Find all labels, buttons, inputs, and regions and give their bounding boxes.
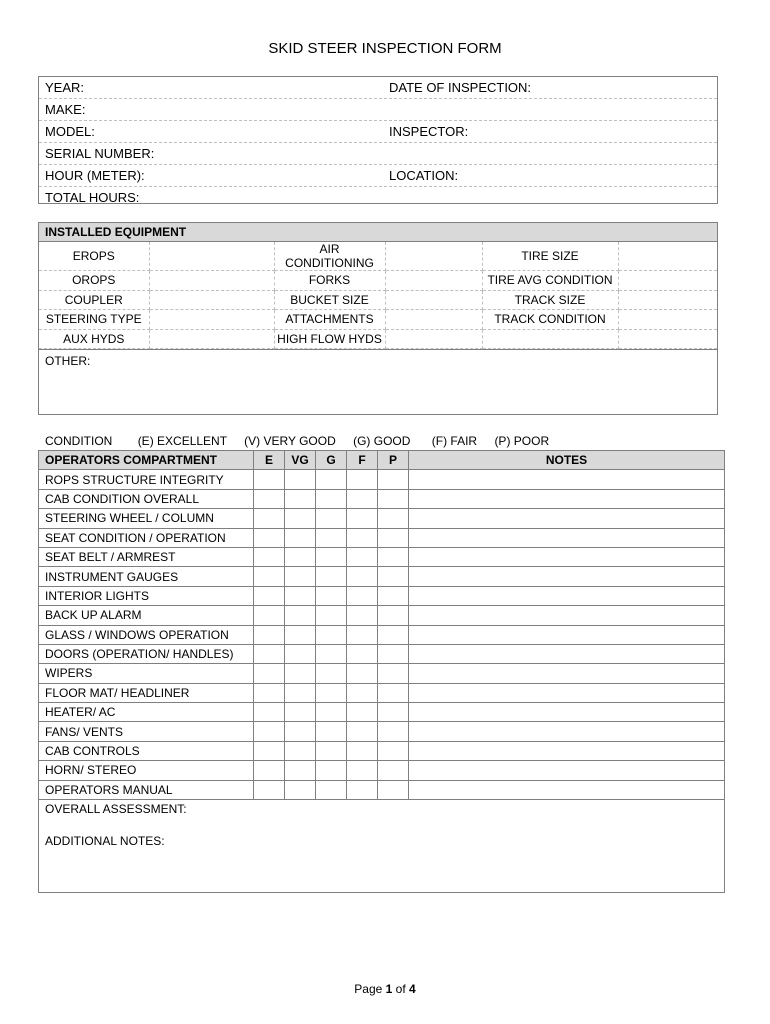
rating-cell-excellent[interactable] bbox=[254, 606, 285, 625]
rating-cell-fair[interactable] bbox=[347, 567, 378, 586]
table-row bbox=[39, 586, 725, 605]
rating-cell-excellent[interactable] bbox=[254, 761, 285, 780]
table-row bbox=[39, 606, 725, 625]
rating-cell-poor[interactable] bbox=[378, 547, 409, 566]
inspection-item-label: FANS/ VENTS bbox=[39, 722, 254, 741]
equipment-label: TIRE SIZE bbox=[482, 242, 618, 271]
rating-cell-very-good[interactable] bbox=[285, 683, 316, 702]
overall-assessment-label: OVERALL ASSESSMENT: bbox=[45, 802, 187, 817]
date-of-inspection-label: DATE OF INSPECTION: bbox=[389, 80, 532, 95]
equipment-value-field[interactable] bbox=[149, 271, 274, 291]
equipment-table bbox=[39, 242, 717, 349]
notes-cell[interactable] bbox=[409, 664, 725, 683]
rating-cell-poor[interactable] bbox=[378, 606, 409, 625]
inspection-item-label: DOORS (OPERATION/ HANDLES) bbox=[39, 644, 254, 663]
notes-cell[interactable] bbox=[409, 547, 725, 566]
inspection-item-label: CAB CONDITION OVERALL bbox=[39, 489, 254, 508]
equipment-label: AUX HYDS bbox=[39, 329, 149, 349]
rating-cell-fair[interactable] bbox=[347, 606, 378, 625]
inspection-item-label: ROPS STRUCTURE INTEGRITY bbox=[39, 470, 254, 489]
rating-cell-very-good[interactable] bbox=[285, 761, 316, 780]
rating-cell-poor[interactable] bbox=[378, 586, 409, 605]
info-row bbox=[39, 187, 717, 208]
equipment-value-field[interactable] bbox=[385, 310, 482, 330]
equipment-label: ATTACHMENTS bbox=[274, 310, 385, 330]
rating-cell-very-good[interactable] bbox=[285, 664, 316, 683]
notes-cell[interactable] bbox=[409, 567, 725, 586]
rating-cell-fair[interactable] bbox=[347, 644, 378, 663]
equipment-value-field[interactable] bbox=[618, 271, 717, 291]
vehicle-info-box bbox=[38, 76, 718, 204]
info-row bbox=[39, 99, 717, 121]
rating-cell-excellent[interactable] bbox=[254, 567, 285, 586]
rating-cell-poor[interactable] bbox=[378, 664, 409, 683]
inspection-item-label: HORN/ STEREO bbox=[39, 761, 254, 780]
notes-cell[interactable] bbox=[409, 741, 725, 760]
rating-cell-excellent[interactable] bbox=[254, 722, 285, 741]
rating-cell-poor[interactable] bbox=[378, 625, 409, 644]
equipment-value-field[interactable] bbox=[385, 290, 482, 310]
other-label: OTHER: bbox=[39, 349, 717, 372]
rating-cell-fair[interactable] bbox=[347, 683, 378, 702]
notes-cell[interactable] bbox=[409, 761, 725, 780]
equipment-label: STEERING TYPE bbox=[39, 310, 149, 330]
rating-cell-fair[interactable] bbox=[347, 780, 378, 799]
rating-cell-excellent[interactable] bbox=[254, 586, 285, 605]
notes-cell[interactable] bbox=[409, 683, 725, 702]
equipment-value-field[interactable] bbox=[385, 242, 482, 271]
rating-cell-excellent[interactable] bbox=[254, 509, 285, 528]
condition-legend bbox=[45, 434, 549, 448]
equipment-value-field[interactable] bbox=[149, 329, 274, 349]
table-row bbox=[39, 741, 725, 760]
equipment-label: BUCKET SIZE bbox=[274, 290, 385, 310]
legend-excellent: (E) EXCELLENT bbox=[137, 434, 227, 448]
rating-cell-fair[interactable] bbox=[347, 586, 378, 605]
rating-cell-good[interactable] bbox=[316, 547, 347, 566]
rating-cell-poor[interactable] bbox=[378, 528, 409, 547]
equipment-label: FORKS bbox=[274, 271, 385, 291]
rating-cell-good[interactable] bbox=[316, 664, 347, 683]
rating-cell-fair[interactable] bbox=[347, 722, 378, 741]
equipment-value-field[interactable] bbox=[149, 242, 274, 271]
equipment-value-field[interactable] bbox=[385, 329, 482, 349]
inspection-item-label: HEATER/ AC bbox=[39, 703, 254, 722]
equipment-label: OROPS bbox=[39, 271, 149, 291]
inspection-item-label: WIPERS bbox=[39, 664, 254, 683]
rating-cell-poor[interactable] bbox=[378, 567, 409, 586]
rating-cell-poor[interactable] bbox=[378, 761, 409, 780]
equipment-label: TRACK CONDITION bbox=[482, 310, 618, 330]
rating-cell-excellent[interactable] bbox=[254, 703, 285, 722]
info-row bbox=[39, 165, 717, 187]
table-row bbox=[39, 567, 725, 586]
legend-very-good: (V) VERY GOOD bbox=[244, 434, 336, 448]
info-row bbox=[39, 121, 717, 143]
rating-cell-excellent[interactable] bbox=[254, 683, 285, 702]
total-hours-label: TOTAL HOURS: bbox=[45, 190, 140, 205]
rating-cell-fair[interactable] bbox=[347, 547, 378, 566]
legend-poor: (P) POOR bbox=[494, 434, 550, 448]
equipment-value-field[interactable] bbox=[385, 271, 482, 291]
equipment-value-field[interactable] bbox=[618, 310, 717, 330]
table-row bbox=[39, 761, 725, 780]
rating-cell-very-good[interactable] bbox=[285, 470, 316, 489]
rating-cell-poor[interactable] bbox=[378, 722, 409, 741]
inspector-label: INSPECTOR: bbox=[389, 124, 469, 139]
rating-cell-good[interactable] bbox=[316, 741, 347, 760]
col-poor-header: P bbox=[378, 451, 409, 470]
rating-cell-fair[interactable] bbox=[347, 509, 378, 528]
rating-cell-fair[interactable] bbox=[347, 625, 378, 644]
hour-meter-label: HOUR (METER): bbox=[45, 168, 145, 183]
rating-cell-fair[interactable] bbox=[347, 703, 378, 722]
rating-cell-good[interactable] bbox=[316, 644, 347, 663]
table-row bbox=[39, 489, 725, 508]
rating-cell-fair[interactable] bbox=[347, 741, 378, 760]
rating-cell-good[interactable] bbox=[316, 489, 347, 508]
rating-cell-very-good[interactable] bbox=[285, 547, 316, 566]
table-row bbox=[39, 470, 725, 489]
rating-cell-very-good[interactable] bbox=[285, 528, 316, 547]
legend-good: (G) GOOD bbox=[353, 434, 411, 448]
equipment-row bbox=[39, 329, 717, 349]
table-row bbox=[39, 547, 725, 566]
rating-cell-excellent[interactable] bbox=[254, 664, 285, 683]
installed-equipment-header: INSTALLED EQUIPMENT bbox=[39, 223, 717, 242]
col-excellent-header: E bbox=[254, 451, 285, 470]
operators-compartment-section bbox=[38, 450, 725, 893]
rating-cell-very-good[interactable] bbox=[285, 509, 316, 528]
equipment-value-field[interactable] bbox=[618, 329, 717, 349]
rating-cell-fair[interactable] bbox=[347, 528, 378, 547]
additional-notes-label: ADDITIONAL NOTES: bbox=[45, 834, 165, 849]
equipment-value-field[interactable] bbox=[149, 310, 274, 330]
equipment-row bbox=[39, 310, 717, 330]
rating-cell-good[interactable] bbox=[316, 722, 347, 741]
rating-cell-very-good[interactable] bbox=[285, 741, 316, 760]
equipment-label: COUPLER bbox=[39, 290, 149, 310]
table-row bbox=[39, 644, 725, 663]
rating-cell-good[interactable] bbox=[316, 606, 347, 625]
equipment-label: TRACK SIZE bbox=[482, 290, 618, 310]
rating-cell-good[interactable] bbox=[316, 509, 347, 528]
rating-cell-poor[interactable] bbox=[378, 780, 409, 799]
rating-cell-poor[interactable] bbox=[378, 470, 409, 489]
legend-fair: (F) FAIR bbox=[431, 434, 478, 448]
rating-cell-excellent[interactable] bbox=[254, 470, 285, 489]
page-title: SKID STEER INSPECTION FORM bbox=[268, 40, 502, 57]
model-label: MODEL: bbox=[45, 124, 95, 139]
rating-cell-poor[interactable] bbox=[378, 741, 409, 760]
rating-cell-poor[interactable] bbox=[378, 489, 409, 508]
operators-compartment-table bbox=[38, 450, 725, 800]
equipment-row bbox=[39, 271, 717, 291]
notes-cell[interactable] bbox=[409, 470, 725, 489]
inspection-item-label: SEAT BELT / ARMREST bbox=[39, 547, 254, 566]
rating-cell-excellent[interactable] bbox=[254, 489, 285, 508]
equipment-label: AIR CONDITIONING bbox=[274, 242, 385, 271]
page-footer bbox=[0, 982, 770, 996]
equipment-value-field[interactable] bbox=[149, 290, 274, 310]
notes-header: NOTES bbox=[409, 451, 725, 470]
table-row bbox=[39, 625, 725, 644]
operators-compartment-header: OPERATORS COMPARTMENT bbox=[39, 451, 254, 470]
rating-cell-excellent[interactable] bbox=[254, 528, 285, 547]
rating-cell-excellent[interactable] bbox=[254, 625, 285, 644]
rating-cell-good[interactable] bbox=[316, 703, 347, 722]
rating-cell-good[interactable] bbox=[316, 780, 347, 799]
equipment-label: EROPS bbox=[39, 242, 149, 271]
rating-cell-very-good[interactable] bbox=[285, 586, 316, 605]
rating-cell-good[interactable] bbox=[316, 625, 347, 644]
rating-cell-very-good[interactable] bbox=[285, 644, 316, 663]
table-row bbox=[39, 780, 725, 799]
col-fair-header: F bbox=[347, 451, 378, 470]
equipment-value-field[interactable] bbox=[618, 242, 717, 271]
rating-cell-excellent[interactable] bbox=[254, 644, 285, 663]
inspection-item-label: STEERING WHEEL / COLUMN bbox=[39, 509, 254, 528]
rating-cell-good[interactable] bbox=[316, 683, 347, 702]
notes-cell[interactable] bbox=[409, 509, 725, 528]
rating-cell-poor[interactable] bbox=[378, 509, 409, 528]
page-prefix: Page bbox=[354, 982, 386, 996]
notes-cell[interactable] bbox=[409, 644, 725, 663]
notes-cell[interactable] bbox=[409, 586, 725, 605]
rating-cell-excellent[interactable] bbox=[254, 741, 285, 760]
equipment-row bbox=[39, 242, 717, 271]
year-label: YEAR: bbox=[45, 80, 85, 95]
rating-cell-poor[interactable] bbox=[378, 644, 409, 663]
rating-cell-very-good[interactable] bbox=[285, 567, 316, 586]
page-total: 4 bbox=[409, 982, 416, 996]
notes-cell[interactable] bbox=[409, 780, 725, 799]
rating-cell-fair[interactable] bbox=[347, 761, 378, 780]
table-row bbox=[39, 528, 725, 547]
rating-cell-very-good[interactable] bbox=[285, 606, 316, 625]
rating-cell-excellent[interactable] bbox=[254, 780, 285, 799]
rating-cell-fair[interactable] bbox=[347, 489, 378, 508]
location-label: LOCATION: bbox=[389, 168, 459, 183]
equipment-value-field[interactable] bbox=[618, 290, 717, 310]
table-row bbox=[39, 509, 725, 528]
rating-cell-very-good[interactable] bbox=[285, 722, 316, 741]
info-row bbox=[39, 77, 717, 99]
table-row bbox=[39, 683, 725, 702]
inspection-item-label: BACK UP ALARM bbox=[39, 606, 254, 625]
info-row bbox=[39, 143, 717, 165]
notes-cell[interactable] bbox=[409, 703, 725, 722]
equipment-label: HIGH FLOW HYDS bbox=[274, 329, 385, 349]
overall-assessment-area[interactable] bbox=[38, 800, 725, 893]
rating-cell-very-good[interactable] bbox=[285, 489, 316, 508]
table-row bbox=[39, 664, 725, 683]
notes-cell[interactable] bbox=[409, 489, 725, 508]
rating-cell-very-good[interactable] bbox=[285, 780, 316, 799]
notes-cell[interactable] bbox=[409, 528, 725, 547]
rating-cell-poor[interactable] bbox=[378, 703, 409, 722]
equipment-label bbox=[482, 329, 618, 349]
rating-cell-good[interactable] bbox=[316, 761, 347, 780]
notes-cell[interactable] bbox=[409, 606, 725, 625]
make-label: MAKE: bbox=[45, 102, 86, 117]
installed-equipment-box bbox=[38, 222, 718, 415]
rating-cell-excellent[interactable] bbox=[254, 547, 285, 566]
page-of: of bbox=[392, 982, 410, 996]
inspection-item-label: FLOOR MAT/ HEADLINER bbox=[39, 683, 254, 702]
rating-cell-good[interactable] bbox=[316, 470, 347, 489]
notes-cell[interactable] bbox=[409, 625, 725, 644]
equipment-row bbox=[39, 290, 717, 310]
col-very-good-header: VG bbox=[285, 451, 316, 470]
inspection-item-label: INSTRUMENT GAUGES bbox=[39, 567, 254, 586]
rating-cell-very-good[interactable] bbox=[285, 703, 316, 722]
rating-cell-good[interactable] bbox=[316, 567, 347, 586]
inspection-item-label: SEAT CONDITION / OPERATION bbox=[39, 528, 254, 547]
legend-condition: CONDITION bbox=[45, 434, 113, 448]
table-header-row bbox=[39, 451, 725, 470]
inspection-item-label: CAB CONTROLS bbox=[39, 741, 254, 760]
rating-cell-fair[interactable] bbox=[347, 470, 378, 489]
inspection-item-label: INTERIOR LIGHTS bbox=[39, 586, 254, 605]
notes-cell[interactable] bbox=[409, 722, 725, 741]
table-row bbox=[39, 722, 725, 741]
table-row bbox=[39, 703, 725, 722]
serial-number-label: SERIAL NUMBER: bbox=[45, 146, 155, 161]
rating-cell-very-good[interactable] bbox=[285, 625, 316, 644]
equipment-label: TIRE AVG CONDITION bbox=[482, 271, 618, 291]
col-good-header: G bbox=[316, 451, 347, 470]
rating-cell-good[interactable] bbox=[316, 586, 347, 605]
rating-cell-good[interactable] bbox=[316, 528, 347, 547]
rating-cell-fair[interactable] bbox=[347, 664, 378, 683]
inspection-item-label: OPERATORS MANUAL bbox=[39, 780, 254, 799]
rating-cell-poor[interactable] bbox=[378, 683, 409, 702]
page-number: 1 bbox=[385, 982, 393, 996]
inspection-item-label: GLASS / WINDOWS OPERATION bbox=[39, 625, 254, 644]
